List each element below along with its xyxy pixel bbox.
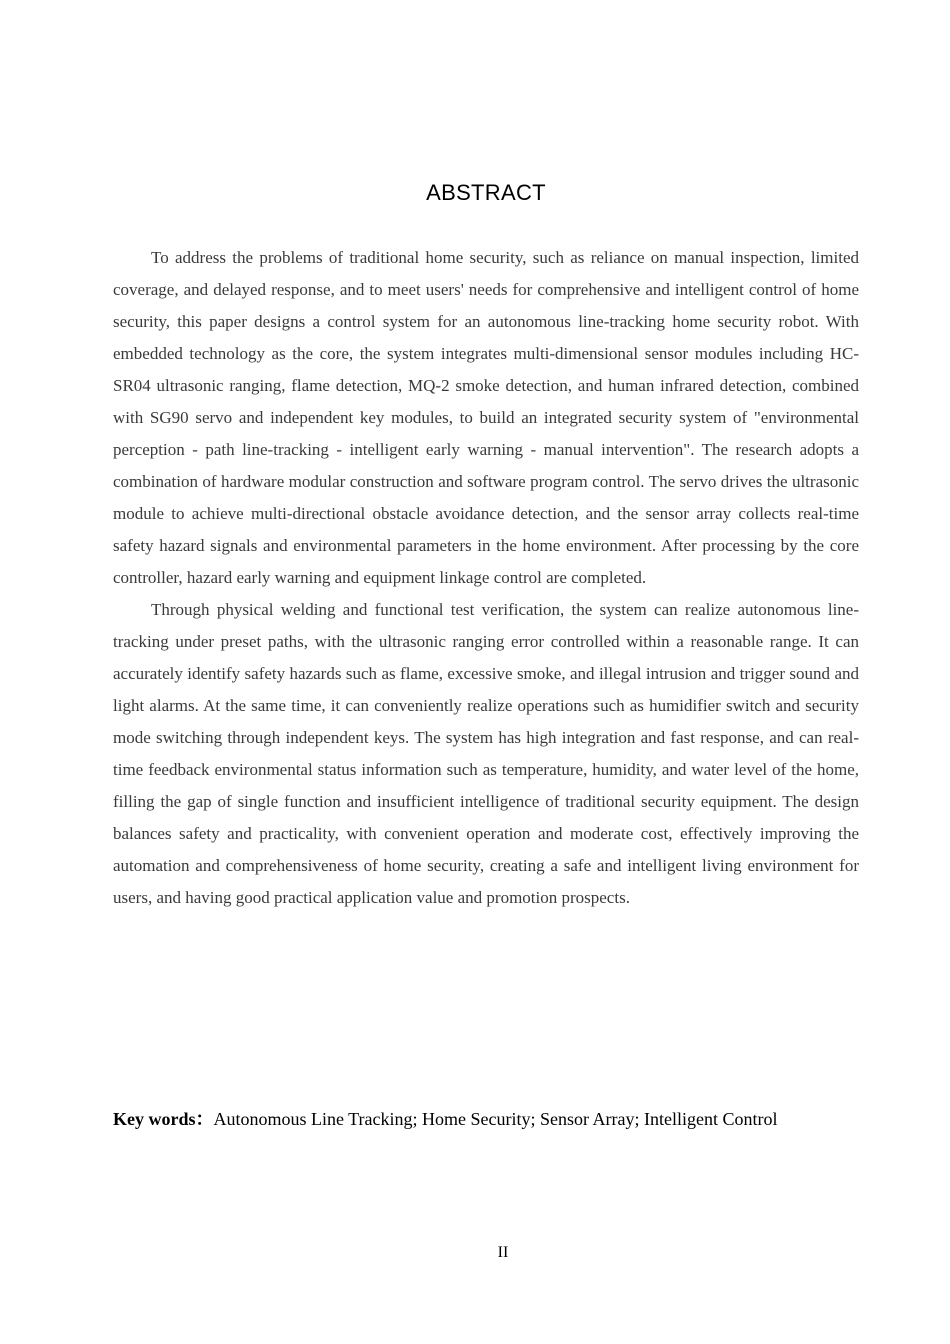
abstract-title: ABSTRACT: [426, 180, 546, 205]
page-number: II: [497, 1244, 509, 1261]
abstract-paragraph-2: Through physical welding and functional test verification, the system can realize autonomous line-tracking under preset paths, with the ultrasonic ranging error controlled within a reasonable range. It can accurately identify safety hazards such as flame, excessive smoke, and illegal intrusion and trigger sound and light alarms. At the same time, it can conveniently realize operations such as humidifier switch and security mode switching through independent keys. The system has high integration and fast response, and can real-time feedback environmental status information such as temperature, humidity, and water level of the home, filling the gap of single function and insufficient intelligence of traditional security equipment. The design balances safety and practicality, with convenient operation and moderate cost, effectively improving the automation and comprehensiveness of home security, creating a safe and intelligent living environment for users, and having good practical application value and promotion prospects.: [113, 600, 859, 907]
keywords-list: Autonomous Line Tracking; Home Security; Sensor Array; Intelligent Control: [213, 1109, 778, 1129]
abstract-paragraph-1: To address the problems of traditional home security, such as reliance on manual inspection, limited coverage, and delayed response, and to meet users' needs for comprehensive and intelligent control of home security, this paper designs a control system for an autonomous line-tracking home security robot. With embedded technology as the core, the system integrates multi-dimensional sensor modules including HC-SR04 ultrasonic ranging, flame detection, MQ-2 smoke detection, and human infrared detection, combined with SG90 servo and independent key modules, to build an integrated security system of "environmental perception - path line-tracking - intelligent early warning - manual intervention". The research adopts a combination of hardware modular construction and software program control. The servo drives the ultrasonic module to achieve multi-directional obstacle avoidance detection, and the sensor array collects real-time safety hazard signals and environmental parameters in the home environment. After processing by the core controller, hazard early warning and equipment linkage control are completed.: [113, 248, 859, 587]
keywords-line: [113, 1103, 873, 1135]
abstract-body: [113, 242, 859, 914]
keywords-label: Key words：: [113, 1109, 214, 1129]
